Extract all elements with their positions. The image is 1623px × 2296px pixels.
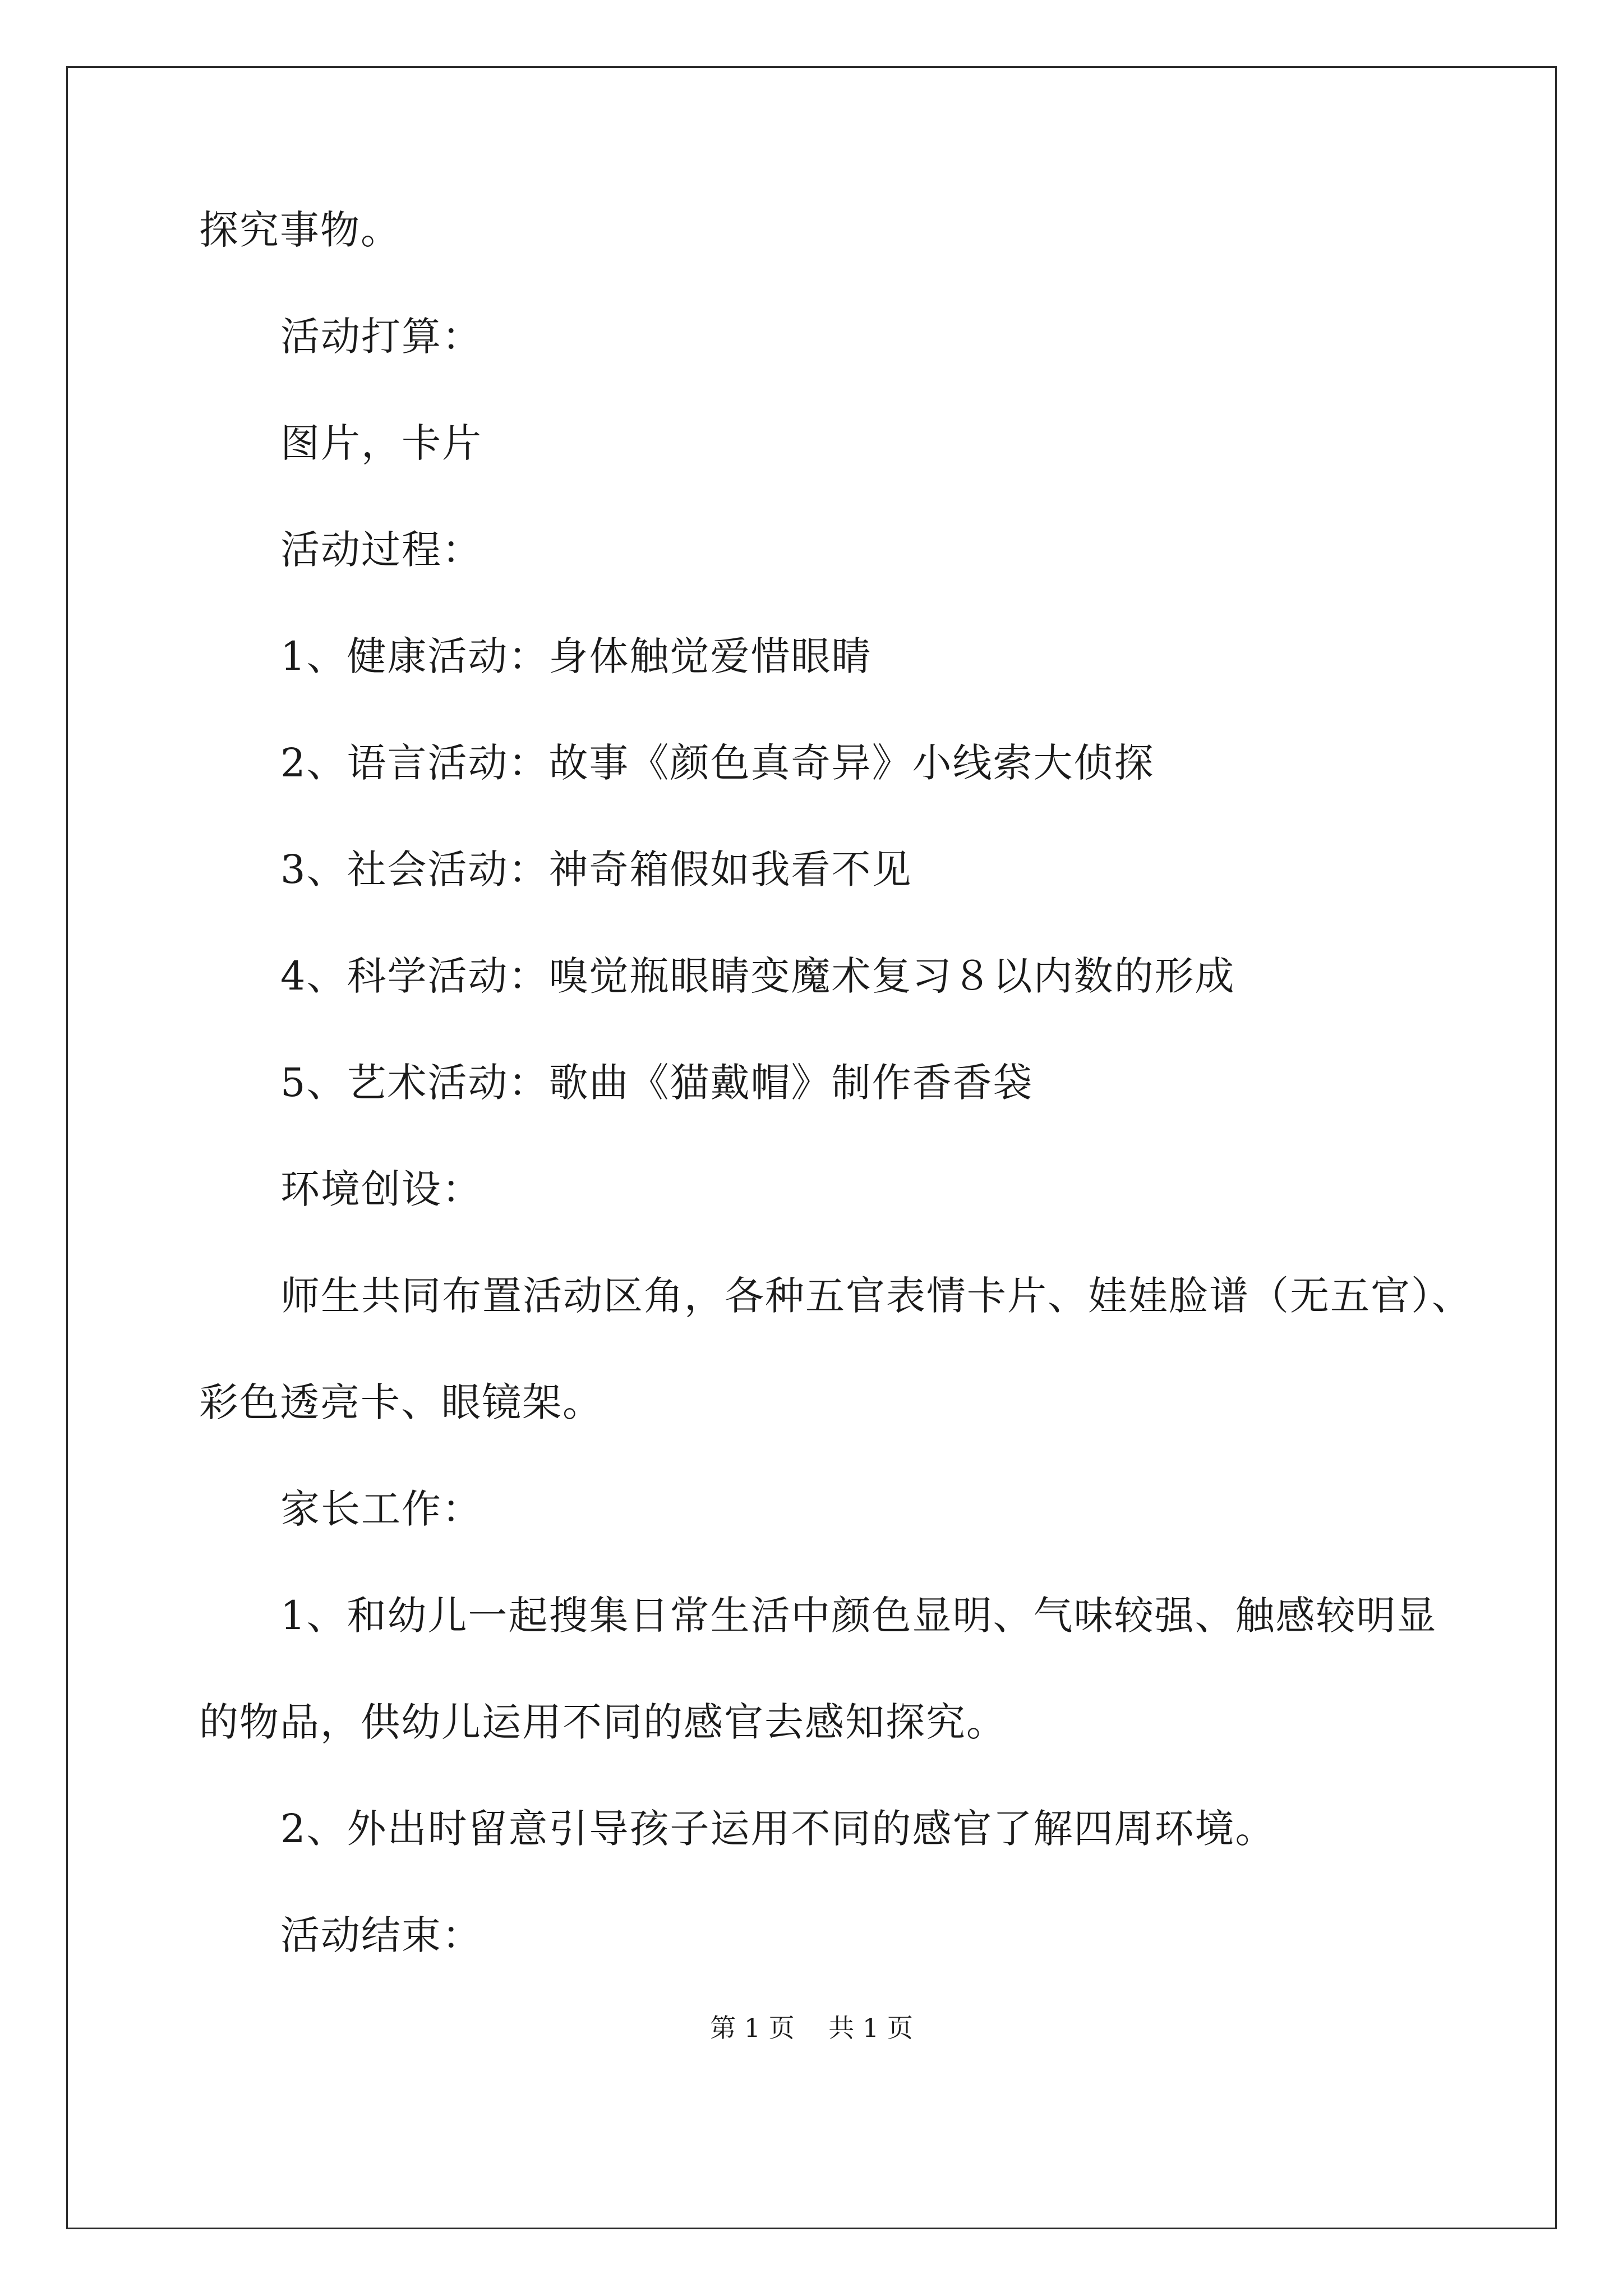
text-line: 师生共同布置活动区角，各种五官表情卡片、娃娃脸谱（无五官）、 — [280, 1273, 1472, 1319]
section-heading: 活动过程： — [280, 527, 482, 573]
list-item: 3、社会活动：神奇箱假如我看不见 — [280, 846, 912, 892]
text-line: 图片，卡片 — [280, 420, 482, 466]
text-line: 的物品，供幼儿运用不同的感官去感知探究。 — [199, 1699, 1007, 1745]
text-line: 探究事物。 — [199, 207, 401, 253]
list-item: 1、健康活动：身体触觉爱惜眼睛 — [280, 633, 872, 679]
section-heading: 家长工作： — [280, 1486, 482, 1532]
section-heading: 活动打算： — [280, 314, 482, 360]
list-item: 2、语言活动：故事《颜色真奇异》小线索大侦探 — [280, 740, 1155, 786]
page-number-footer: 第 1 页 共 1 页 — [710, 2013, 913, 2043]
section-heading: 环境创设： — [280, 1166, 482, 1212]
section-heading: 活动结束： — [280, 1912, 482, 1958]
list-item: 5、艺术活动：歌曲《猫戴帽》制作香香袋 — [280, 1060, 1034, 1106]
list-item: 2、外出时留意引导孩子运用不同的感官了解四周环境。 — [280, 1806, 1276, 1852]
text-line: 彩色透亮卡、眼镜架。 — [199, 1379, 603, 1425]
page-border — [66, 66, 1557, 2229]
list-item: 4、科学活动：嗅觉瓶眼睛变魔术复习８以内数的形成 — [280, 953, 1235, 999]
list-item: 1、和幼儿一起搜集日常生活中颜色显明、气味较强、触感较明显 — [280, 1593, 1437, 1639]
